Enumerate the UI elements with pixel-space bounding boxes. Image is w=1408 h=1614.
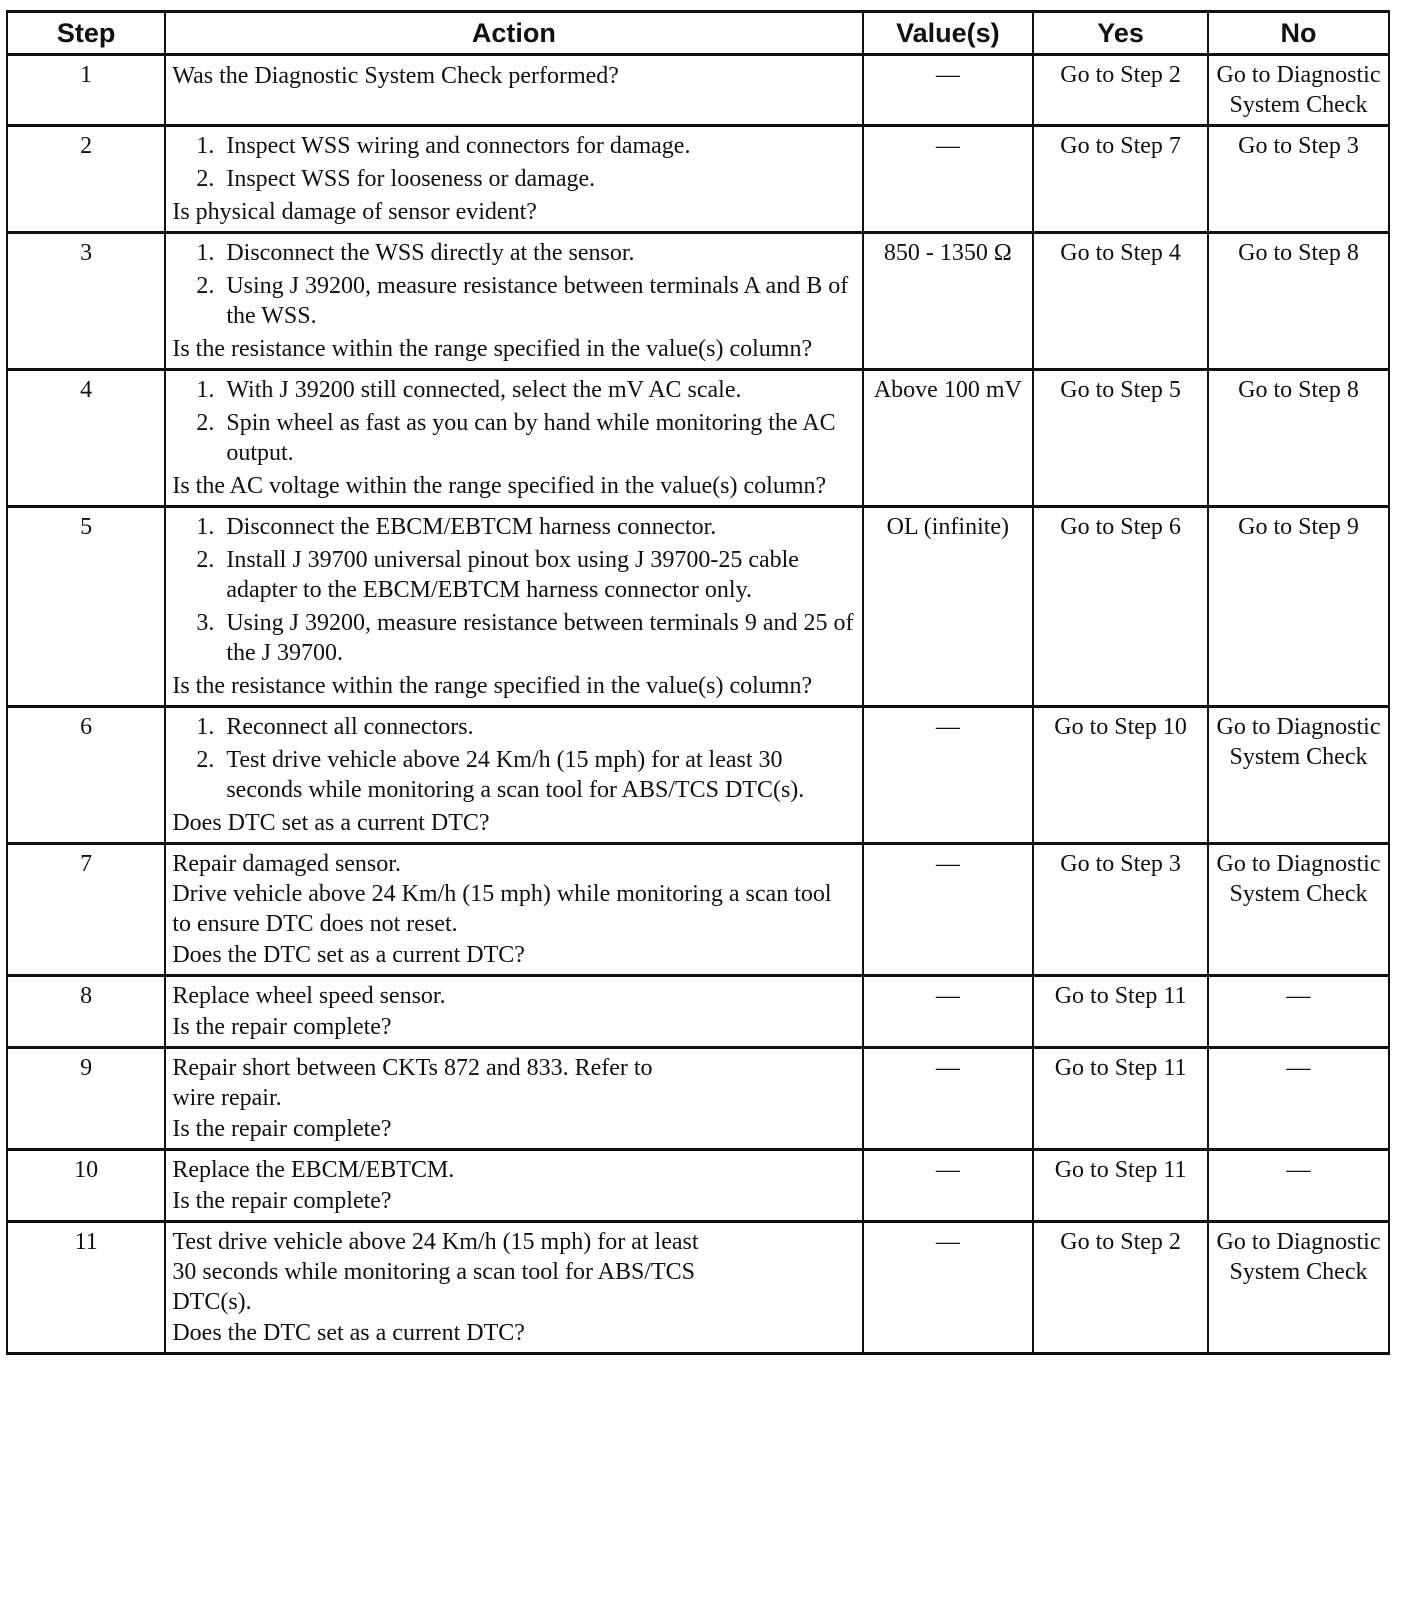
value-cell: —: [863, 1222, 1034, 1354]
no-cell: —: [1208, 1048, 1389, 1150]
yes-cell: Go to Step 11: [1033, 1048, 1208, 1150]
action-question: Is the repair complete?: [172, 1014, 392, 1040]
action-question: Does the DTC set as a current DTC?: [172, 942, 525, 968]
no-cell: Go to Diagnostic System Check: [1208, 844, 1389, 976]
table-header: [7, 12, 1389, 55]
step-number: 11: [7, 1222, 165, 1354]
action-intro-line: Replace the EBCM/EBTCM.: [172, 1157, 455, 1183]
action-intro: [172, 849, 855, 939]
action-cell: [165, 507, 862, 707]
value-cell: —: [863, 1048, 1034, 1150]
table-row-step-7: [7, 844, 1389, 976]
no-cell: Go to Diagnostic System Check: [1208, 707, 1389, 844]
action-intro-line: Repair short between CKTs 872 and 833. Refer to wire repair.: [172, 1055, 653, 1111]
action-intro: [172, 1227, 855, 1317]
yes-cell: Go to Step 3: [1033, 844, 1208, 976]
action-cell: [165, 233, 862, 370]
step-number: 8: [7, 976, 165, 1048]
table-body: [7, 55, 1389, 1354]
table-row-step-3: [7, 233, 1389, 370]
action-substep: Reconnect all connectors.: [226, 714, 474, 740]
action-cell: [165, 370, 862, 507]
yes-cell: Go to Step 7: [1033, 126, 1208, 233]
value-cell: —: [863, 844, 1034, 976]
value-cell: —: [863, 55, 1034, 126]
table-row-step-1: [7, 55, 1389, 126]
no-cell: Go to Step 3: [1208, 126, 1389, 233]
action-substep: Disconnect the WSS directly at the sensor.: [226, 240, 635, 266]
value-cell: Above 100 mV: [863, 370, 1034, 507]
yes-cell: Go to Step 5: [1033, 370, 1208, 507]
step-number: 3: [7, 233, 165, 370]
action-substep: Install J 39700 universal pinout box using J 39700-25 cable adapter to the EBCM/EBTCM harness connector only.: [226, 547, 799, 603]
yes-cell: Go to Step 11: [1033, 976, 1208, 1048]
action-substeps: [172, 375, 855, 468]
action-cell: [165, 126, 862, 233]
no-cell: Go to Diagnostic System Check: [1208, 1222, 1389, 1354]
action-cell: [165, 55, 862, 126]
action-question: Is physical damage of sensor evident?: [172, 199, 537, 225]
action-substep: Spin wheel as fast as you can by hand while monitoring the AC output.: [226, 410, 836, 466]
diagnostic-table: [6, 10, 1390, 1355]
action-substep: With J 39200 still connected, select the mV AC scale.: [226, 377, 742, 403]
action-question: Is the repair complete?: [172, 1188, 392, 1214]
action-substep: Disconnect the EBCM/EBTCM harness connector.: [226, 514, 717, 540]
action-intro: [172, 981, 855, 1011]
action-substeps: [172, 131, 855, 194]
yes-cell: Go to Step 2: [1033, 1222, 1208, 1354]
table-row-step-6: [7, 707, 1389, 844]
header-values: Value(s): [863, 12, 1034, 55]
action-cell: [165, 1150, 862, 1222]
table-row-step-2: [7, 126, 1389, 233]
step-number: 2: [7, 126, 165, 233]
action-intro: [172, 1053, 855, 1113]
value-cell: —: [863, 707, 1034, 844]
value-cell: —: [863, 1150, 1034, 1222]
table-row-step-10: [7, 1150, 1389, 1222]
table-row-step-4: [7, 370, 1389, 507]
yes-cell: Go to Step 10: [1033, 707, 1208, 844]
action-cell: [165, 1048, 862, 1150]
action-substep: Using J 39200, measure resistance between terminals 9 and 25 of the J 39700.: [226, 610, 854, 666]
action-question: Was the Diagnostic System Check performed?: [172, 63, 619, 89]
action-question: Does the DTC set as a current DTC?: [172, 1320, 525, 1346]
step-number: 6: [7, 707, 165, 844]
table-row-step-5: [7, 507, 1389, 707]
table-row-step-11: [7, 1222, 1389, 1354]
no-cell: —: [1208, 976, 1389, 1048]
action-question: Is the repair complete?: [172, 1116, 392, 1142]
action-substep: Inspect WSS wiring and connectors for damage.: [226, 133, 691, 159]
action-substeps: [172, 712, 855, 805]
action-substep: Test drive vehicle above 24 Km/h (15 mph) for at least 30 seconds while monitoring a scan tool for ABS/TCS DTC(s).: [226, 747, 805, 803]
yes-cell: Go to Step 11: [1033, 1150, 1208, 1222]
action-cell: [165, 707, 862, 844]
no-cell: Go to Step 8: [1208, 233, 1389, 370]
action-cell: [165, 1222, 862, 1354]
value-cell: —: [863, 126, 1034, 233]
value-cell: 850 - 1350 Ω: [863, 233, 1034, 370]
step-number: 1: [7, 55, 165, 126]
step-number: 9: [7, 1048, 165, 1150]
header-yes: Yes: [1033, 12, 1208, 55]
action-question: Does DTC set as a current DTC?: [172, 810, 490, 836]
yes-cell: Go to Step 4: [1033, 233, 1208, 370]
action-intro-line: Replace wheel speed sensor.: [172, 983, 446, 1009]
yes-cell: Go to Step 6: [1033, 507, 1208, 707]
action-intro: [172, 1155, 855, 1185]
diagnostic-document: [6, 10, 1390, 1355]
action-intro-line: Repair damaged sensor.: [172, 851, 401, 877]
action-substeps: [172, 512, 855, 668]
no-cell: —: [1208, 1150, 1389, 1222]
header-step: Step: [7, 12, 165, 55]
step-number: 10: [7, 1150, 165, 1222]
step-number: 4: [7, 370, 165, 507]
action-cell: [165, 976, 862, 1048]
no-cell: Go to Step 9: [1208, 507, 1389, 707]
no-cell: Go to Step 8: [1208, 370, 1389, 507]
step-number: 5: [7, 507, 165, 707]
step-number: 7: [7, 844, 165, 976]
table-row-step-9: [7, 1048, 1389, 1150]
action-question: Is the resistance within the range specified in the value(s) column?: [172, 673, 813, 699]
action-substeps: [172, 238, 855, 331]
action-question: Is the resistance within the range specified in the value(s) column?: [172, 336, 813, 362]
value-cell: —: [863, 976, 1034, 1048]
action-question: Is the AC voltage within the range specified in the value(s) column?: [172, 473, 827, 499]
action-substep: Using J 39200, measure resistance between terminals A and B of the WSS.: [226, 273, 849, 329]
header-row: [7, 12, 1389, 55]
value-cell: OL (infinite): [863, 507, 1034, 707]
header-action: Action: [165, 12, 862, 55]
no-cell: Go to Diagnostic System Check: [1208, 55, 1389, 126]
action-cell: [165, 844, 862, 976]
action-substep: Inspect WSS for looseness or damage.: [226, 166, 596, 192]
yes-cell: Go to Step 2: [1033, 55, 1208, 126]
action-intro-line: Drive vehicle above 24 Km/h (15 mph) while monitoring a scan tool to ensure DTC does not reset.: [172, 881, 838, 937]
table-row-step-8: [7, 976, 1389, 1048]
header-no: No: [1208, 12, 1389, 55]
action-intro-line: Test drive vehicle above 24 Km/h (15 mph) for at least 30 seconds while monitoring a scan tool for ABS/TCS DTC(s).: [172, 1229, 699, 1315]
